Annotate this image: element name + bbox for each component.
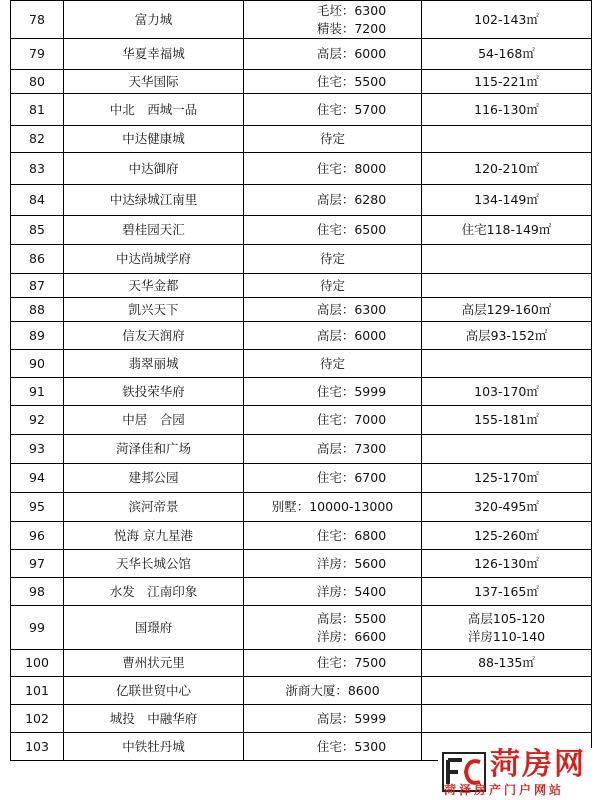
project-name-cell xyxy=(64,705,244,733)
table-body xyxy=(11,1,592,761)
row-number-cell xyxy=(11,126,64,153)
price-cell xyxy=(244,550,422,578)
row-number-cell xyxy=(11,464,64,493)
price-cell-line: 浙商大厦：8600 xyxy=(285,682,380,698)
project-name-cell-line: 曹州状元里 xyxy=(122,655,185,670)
project-name-cell-line: 城投 中融华府 xyxy=(109,710,198,726)
price-cell xyxy=(244,705,422,733)
area-cell xyxy=(422,705,592,733)
price-cell xyxy=(244,522,422,550)
row-number-cell xyxy=(11,677,64,705)
project-name-cell-line: 悦海 京九星港 xyxy=(114,527,193,543)
price-cell xyxy=(244,153,422,185)
area-cell-line: 高层93-152㎡ xyxy=(465,327,548,343)
row-number-cell xyxy=(11,493,64,522)
row-number-cell-line: 93 xyxy=(29,441,45,456)
area-cell xyxy=(422,298,592,322)
price-cell xyxy=(244,733,422,761)
table-row xyxy=(11,550,592,578)
area-cell xyxy=(422,185,592,216)
price-cell-line: 洋房：6600 xyxy=(316,628,387,644)
price-cell xyxy=(244,1,422,39)
project-name-cell-line: 国璟府 xyxy=(134,619,173,635)
price-cell-line: 精装：7200 xyxy=(316,20,387,36)
project-name-cell xyxy=(64,185,244,216)
table-row xyxy=(11,245,592,274)
row-number-cell-line: 90 xyxy=(29,355,45,371)
price-cell xyxy=(244,245,422,274)
price-cell-line: 毛坯：6300 xyxy=(316,2,387,18)
price-cell xyxy=(244,274,422,298)
area-cell-line: 103-170㎡ xyxy=(474,383,539,399)
table-row xyxy=(11,153,592,185)
project-name-cell xyxy=(64,39,244,70)
row-number-cell-line: 79 xyxy=(29,46,45,61)
project-name-cell xyxy=(64,322,244,350)
row-number-cell-line: 97 xyxy=(29,555,45,571)
row-number-cell xyxy=(11,322,64,350)
price-cell xyxy=(244,578,422,606)
project-name-cell xyxy=(64,216,244,245)
area-cell-line: 134-149㎡ xyxy=(474,192,539,207)
project-name-cell xyxy=(64,298,244,322)
price-cell-line: 住宅：5999 xyxy=(316,383,387,399)
area-cell xyxy=(422,677,592,705)
project-name-cell-line: 亿联世贸中心 xyxy=(115,682,191,698)
row-number-cell xyxy=(11,39,64,70)
row-number-cell xyxy=(11,578,64,606)
price-cell-line: 高层：7300 xyxy=(316,441,387,456)
table-row xyxy=(11,39,592,70)
project-name-cell-line: 铁投荣华府 xyxy=(122,383,185,399)
row-number-cell xyxy=(11,522,64,550)
table-row xyxy=(11,705,592,733)
area-cell xyxy=(422,39,592,70)
project-name-cell xyxy=(64,650,244,677)
price-cell xyxy=(244,126,422,153)
area-cell xyxy=(422,378,592,406)
watermark-name: 菏房网 xyxy=(490,747,586,782)
project-name-cell xyxy=(64,464,244,493)
price-cell xyxy=(244,606,422,650)
row-number-cell xyxy=(11,1,64,39)
price-cell xyxy=(244,94,422,126)
row-number-cell-line: 88 xyxy=(29,301,45,317)
price-cell-line: 高层：6000 xyxy=(316,327,387,343)
project-name-cell-line: 中达御府 xyxy=(128,160,179,176)
project-name-cell-line: 水发 江南印象 xyxy=(109,583,198,599)
table-row xyxy=(11,522,592,550)
area-cell-line: 102-143㎡ xyxy=(474,11,539,27)
price-cell xyxy=(244,406,422,435)
row-number-cell-line: 99 xyxy=(29,619,45,635)
area-cell-line: 54-168㎡ xyxy=(478,46,535,61)
table-row xyxy=(11,298,592,322)
project-name-cell-line: 中达健康城 xyxy=(122,131,185,146)
area-cell xyxy=(422,606,592,650)
row-number-cell xyxy=(11,94,64,126)
project-name-cell xyxy=(64,274,244,298)
area-cell xyxy=(422,245,592,274)
price-cell-line: 住宅：7500 xyxy=(316,655,387,670)
property-table xyxy=(10,0,592,761)
project-name-cell-line: 中居 合园 xyxy=(122,412,185,427)
row-number-cell xyxy=(11,705,64,733)
project-name-cell-line: 中铁牡丹城 xyxy=(122,738,185,754)
price-cell-line: 待定 xyxy=(319,355,345,371)
row-number-cell xyxy=(11,274,64,298)
price-cell-line: 洋房：5600 xyxy=(316,555,387,571)
row-number-cell-line: 89 xyxy=(29,327,45,343)
row-number-cell-line: 94 xyxy=(29,470,45,485)
project-name-cell-line: 菏泽佳和广场 xyxy=(115,441,191,456)
project-name-cell xyxy=(64,350,244,378)
row-number-cell-line: 83 xyxy=(29,160,45,176)
price-cell-line: 待定 xyxy=(319,251,345,266)
table-row xyxy=(11,70,592,94)
site-watermark-logo xyxy=(438,748,600,800)
price-cell-line: 高层：5999 xyxy=(316,710,387,726)
project-name-cell xyxy=(64,94,244,126)
table-row xyxy=(11,1,592,39)
area-cell-line: 137-165㎡ xyxy=(474,583,539,599)
price-cell-line: 高层：6000 xyxy=(316,46,387,61)
project-name-cell-line: 中达尚城学府 xyxy=(115,251,191,266)
table-row xyxy=(11,94,592,126)
area-cell xyxy=(422,94,592,126)
row-number-cell xyxy=(11,185,64,216)
price-cell xyxy=(244,378,422,406)
project-name-cell-line: 碧桂园天汇 xyxy=(122,222,185,237)
area-cell xyxy=(422,153,592,185)
project-name-cell-line: 凯兴天下 xyxy=(128,301,179,317)
area-cell xyxy=(422,274,592,298)
project-name-cell xyxy=(64,578,244,606)
row-number-cell-line: 103 xyxy=(25,738,49,754)
price-cell xyxy=(244,650,422,677)
price-cell-line: 住宅：6700 xyxy=(316,470,387,485)
project-name-cell xyxy=(64,606,244,650)
table-row xyxy=(11,493,592,522)
price-cell xyxy=(244,435,422,464)
area-cell xyxy=(422,435,592,464)
row-number-cell-line: 98 xyxy=(29,583,45,599)
area-cell xyxy=(422,350,592,378)
area-cell xyxy=(422,650,592,677)
project-name-cell-line: 天华金都 xyxy=(128,277,179,293)
row-number-cell xyxy=(11,216,64,245)
table-row xyxy=(11,606,592,650)
area-cell xyxy=(422,578,592,606)
table-row xyxy=(11,464,592,493)
row-number-cell-line: 92 xyxy=(29,412,45,427)
table-row xyxy=(11,274,592,298)
row-number-cell xyxy=(11,245,64,274)
price-cell-line: 洋房：5400 xyxy=(316,583,387,599)
area-cell xyxy=(422,126,592,153)
area-cell xyxy=(422,493,592,522)
row-number-cell xyxy=(11,153,64,185)
row-number-cell xyxy=(11,298,64,322)
project-name-cell xyxy=(64,435,244,464)
price-cell-line: 待定 xyxy=(319,277,345,293)
row-number-cell-line: 84 xyxy=(29,192,45,207)
row-number-cell xyxy=(11,350,64,378)
project-name-cell-line: 翡翠丽城 xyxy=(128,355,179,371)
project-name-cell xyxy=(64,1,244,39)
project-name-cell xyxy=(64,406,244,435)
project-name-cell xyxy=(64,733,244,761)
watermark-subtitle: 菏泽房产门户网站 xyxy=(444,783,565,797)
row-number-cell-line: 101 xyxy=(25,682,49,698)
table-row xyxy=(11,126,592,153)
row-number-cell xyxy=(11,406,64,435)
project-name-cell-line: 天华长城公馆 xyxy=(115,555,191,571)
row-number-cell-line: 80 xyxy=(29,73,45,89)
project-name-cell-line: 信友天润府 xyxy=(122,327,185,343)
area-cell xyxy=(422,322,592,350)
project-name-cell xyxy=(64,550,244,578)
project-name-cell xyxy=(64,126,244,153)
price-cell-line: 别墅：10000-13000 xyxy=(271,499,394,514)
area-cell-line: 住宅118-149㎡ xyxy=(461,222,552,237)
area-cell-line: 88-135㎡ xyxy=(478,655,535,670)
area-cell-line: 120-210㎡ xyxy=(474,160,539,176)
table-row xyxy=(11,216,592,245)
price-cell xyxy=(244,298,422,322)
project-name-cell xyxy=(64,153,244,185)
price-cell xyxy=(244,216,422,245)
price-cell xyxy=(244,322,422,350)
area-cell-line: 125-260㎡ xyxy=(474,527,539,543)
price-cell-line: 待定 xyxy=(319,131,345,146)
area-cell xyxy=(422,550,592,578)
row-number-cell xyxy=(11,550,64,578)
row-number-cell-line: 102 xyxy=(25,710,49,726)
row-number-cell-line: 86 xyxy=(29,251,45,266)
row-number-cell xyxy=(11,70,64,94)
row-number-cell-line: 100 xyxy=(25,655,49,670)
table-row xyxy=(11,406,592,435)
table-row xyxy=(11,650,592,677)
area-cell-line: 高层129-160㎡ xyxy=(461,301,552,317)
table-row xyxy=(11,322,592,350)
price-cell-line: 高层：5500 xyxy=(316,610,387,626)
table-row xyxy=(11,185,592,216)
project-name-cell xyxy=(64,378,244,406)
price-cell xyxy=(244,39,422,70)
project-name-cell-line: 富力城 xyxy=(134,11,173,27)
row-number-cell xyxy=(11,650,64,677)
area-cell xyxy=(422,216,592,245)
area-cell-line: 高层105-120 xyxy=(467,610,546,626)
area-cell xyxy=(422,70,592,94)
price-cell xyxy=(244,350,422,378)
project-name-cell-line: 滨河帝景 xyxy=(128,499,179,514)
price-cell xyxy=(244,70,422,94)
row-number-cell-line: 87 xyxy=(29,277,45,293)
price-cell xyxy=(244,493,422,522)
table-row xyxy=(11,378,592,406)
area-cell-line: 155-181㎡ xyxy=(474,412,539,427)
project-name-cell xyxy=(64,493,244,522)
project-name-cell xyxy=(64,677,244,705)
project-name-cell-line: 华夏幸福城 xyxy=(122,46,185,61)
price-cell-line: 住宅：6500 xyxy=(316,222,387,237)
project-name-cell-line: 中达绿城江南里 xyxy=(109,192,198,207)
price-cell xyxy=(244,185,422,216)
price-cell xyxy=(244,677,422,705)
project-name-cell-line: 天华国际 xyxy=(128,73,179,89)
price-cell-line: 住宅：5300 xyxy=(316,738,387,754)
area-cell-line: 116-130㎡ xyxy=(474,101,539,117)
row-number-cell-line: 95 xyxy=(29,499,45,514)
area-cell xyxy=(422,464,592,493)
area-cell xyxy=(422,1,592,39)
row-number-cell-line: 96 xyxy=(29,527,45,543)
project-name-cell xyxy=(64,522,244,550)
row-number-cell-line: 91 xyxy=(29,383,45,399)
table-row xyxy=(11,677,592,705)
price-cell-line: 住宅：6800 xyxy=(316,527,387,543)
price-cell-line: 住宅：5500 xyxy=(316,73,387,89)
project-name-cell-line: 中北 西城一品 xyxy=(109,101,198,117)
project-name-cell-line: 建邦公园 xyxy=(128,470,179,485)
table-row xyxy=(11,435,592,464)
price-cell-line: 高层：6300 xyxy=(316,301,387,317)
area-cell-line: 126-130㎡ xyxy=(474,555,539,571)
area-cell xyxy=(422,406,592,435)
table-row xyxy=(11,578,592,606)
row-number-cell xyxy=(11,606,64,650)
area-cell-line: 洋房110-140 xyxy=(467,628,546,644)
price-cell-line: 住宅：8000 xyxy=(316,160,387,176)
project-name-cell xyxy=(64,245,244,274)
row-number-cell-line: 85 xyxy=(29,222,45,237)
area-cell-line: 115-221㎡ xyxy=(474,73,539,89)
price-cell-line: 住宅：5700 xyxy=(316,101,387,117)
price-cell-line: 高层：6280 xyxy=(316,192,387,207)
row-number-cell-line: 81 xyxy=(29,101,45,117)
area-cell xyxy=(422,522,592,550)
price-cell xyxy=(244,464,422,493)
price-cell-line: 住宅：7000 xyxy=(316,412,387,427)
row-number-cell-line: 82 xyxy=(29,131,45,146)
table-row xyxy=(11,350,592,378)
row-number-cell xyxy=(11,435,64,464)
row-number-cell xyxy=(11,378,64,406)
row-number-cell-line: 78 xyxy=(29,11,45,27)
area-cell-line: 125-170㎡ xyxy=(474,470,539,485)
area-cell-line: 320-495㎡ xyxy=(474,499,539,514)
row-number-cell xyxy=(11,733,64,761)
project-name-cell xyxy=(64,70,244,94)
